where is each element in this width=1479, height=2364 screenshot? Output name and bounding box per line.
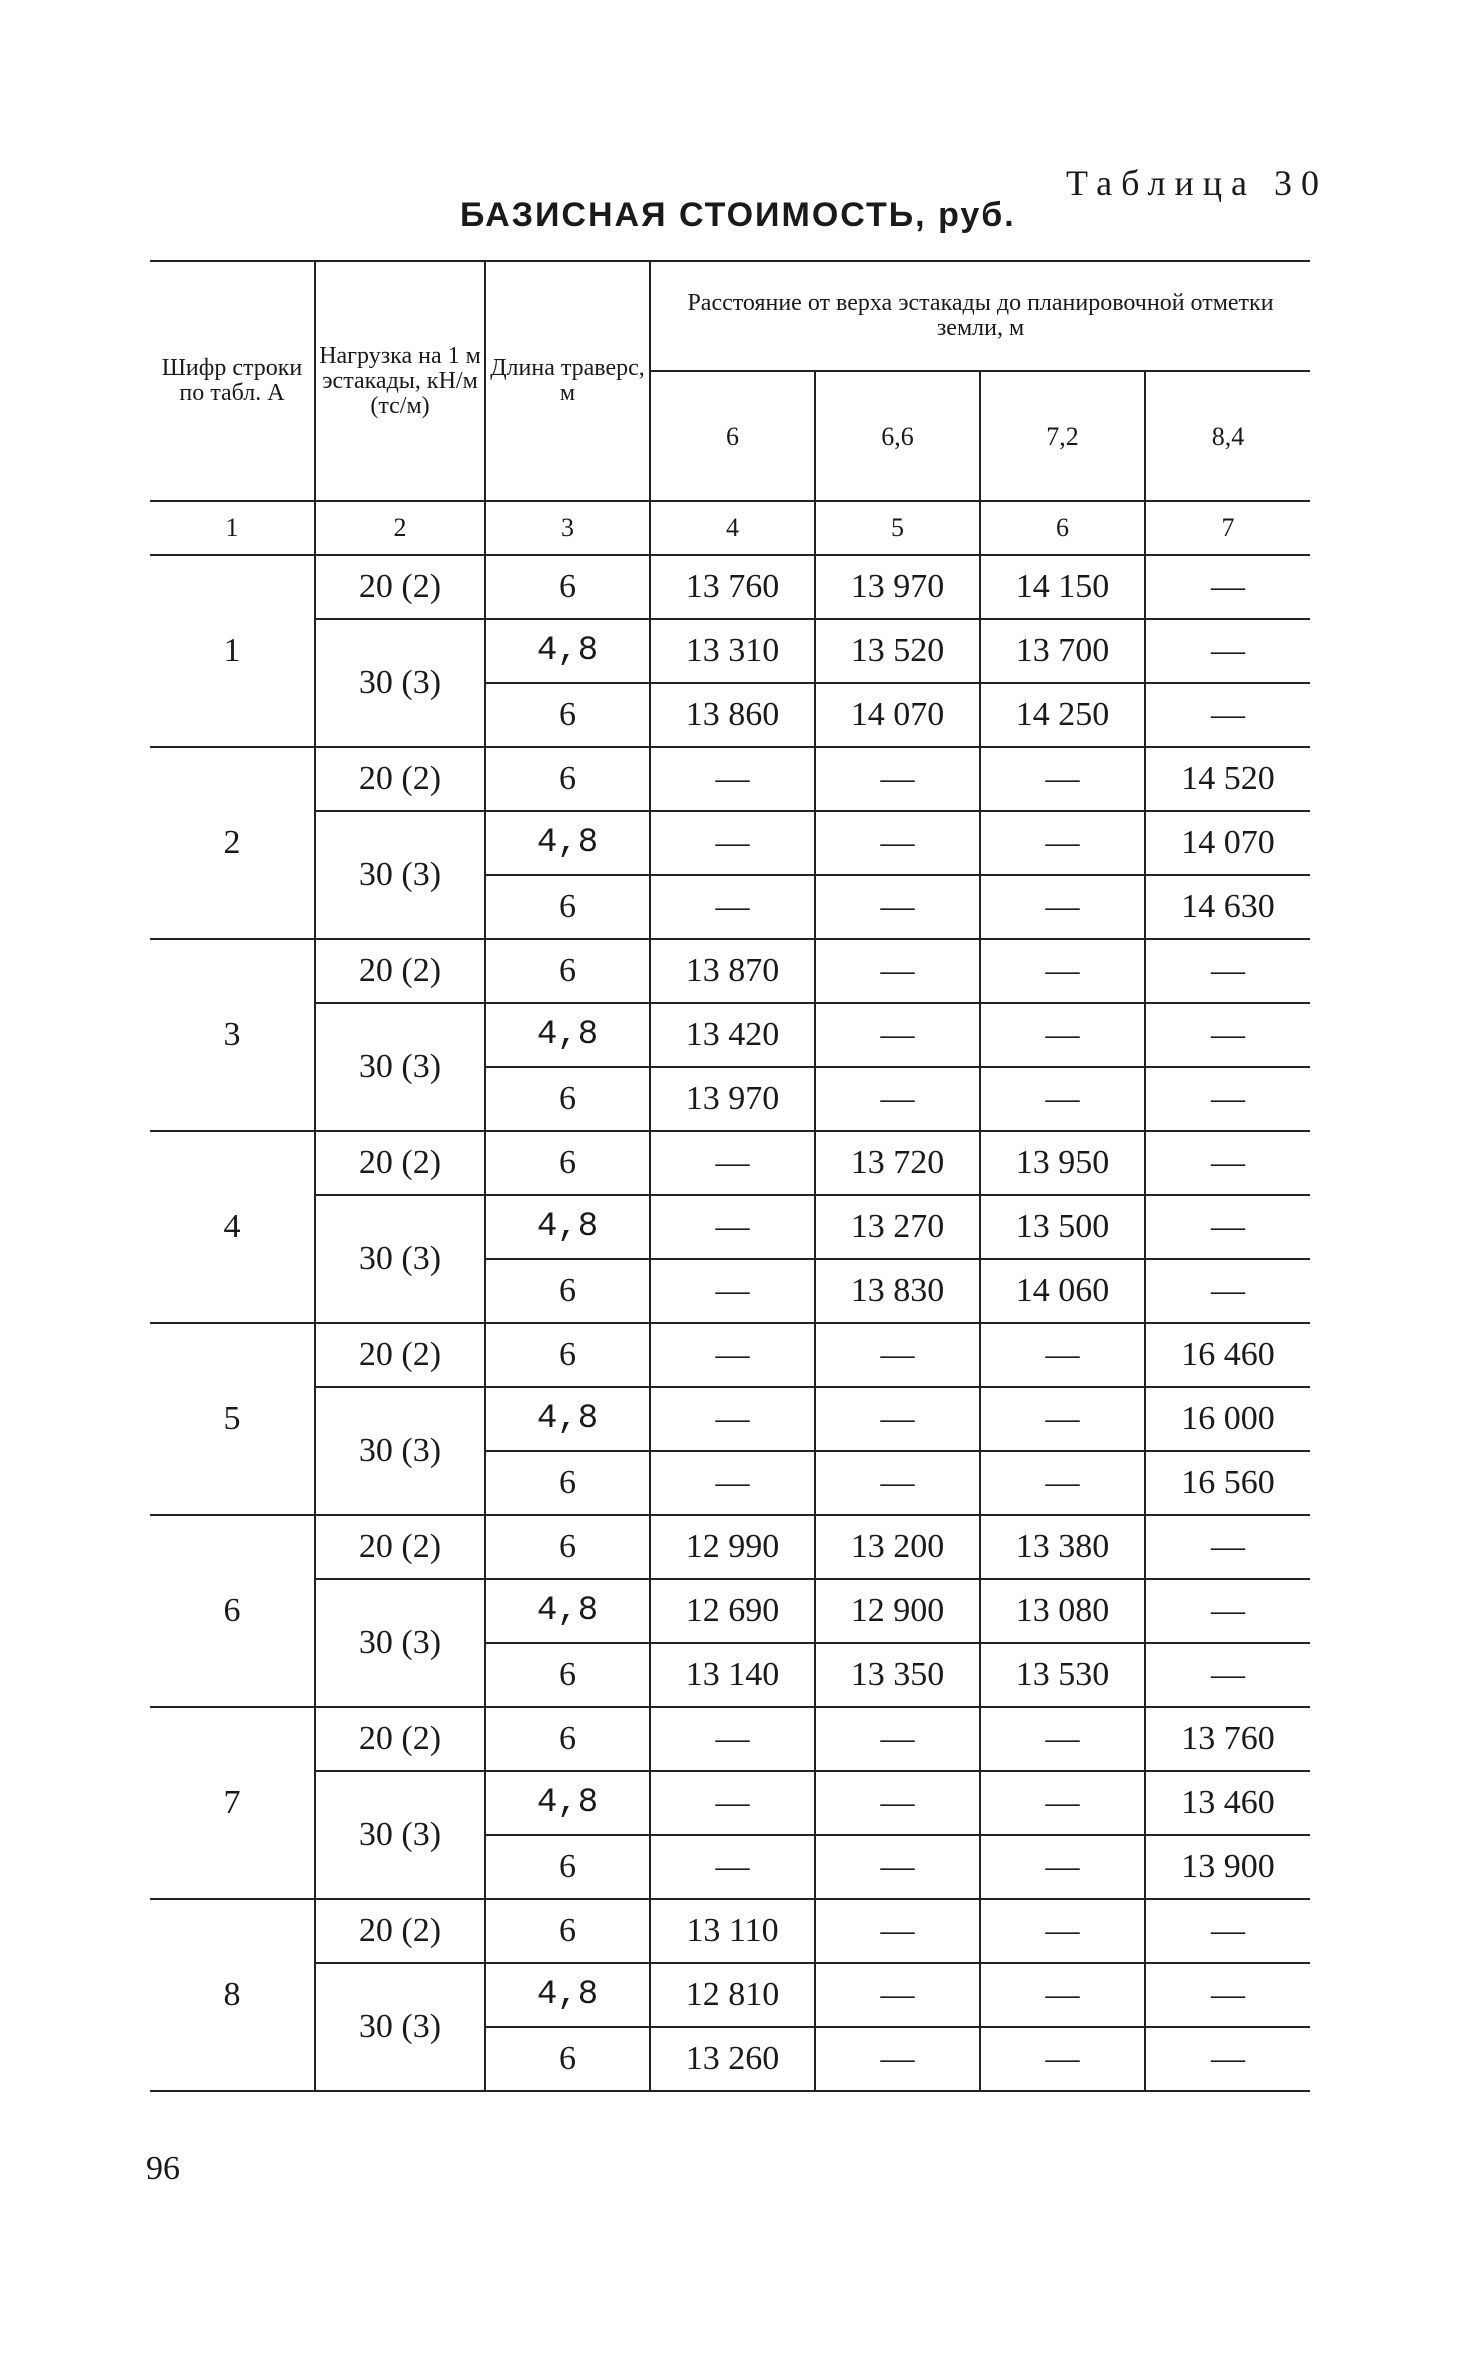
- value-cell: —: [980, 1067, 1145, 1131]
- length-cell: 6: [485, 747, 650, 811]
- table-row: [150, 619, 1310, 683]
- value-cell: 14 630: [1145, 875, 1310, 939]
- length-cell: 6: [485, 1131, 650, 1195]
- length-cell: 6: [485, 1451, 650, 1515]
- header-code: Шифр строки по табл. А: [150, 261, 315, 501]
- length-cell: 6: [485, 939, 650, 1003]
- page-number: 96: [146, 2150, 180, 2187]
- value-cell: 13 760: [1145, 1707, 1310, 1771]
- value-cell: —: [980, 1451, 1145, 1515]
- value-cell: 14 070: [1145, 811, 1310, 875]
- value-cell: 12 690: [650, 1579, 815, 1643]
- length-cell: 6: [485, 1067, 650, 1131]
- value-cell: —: [650, 1835, 815, 1899]
- value-cell: —: [650, 1707, 815, 1771]
- length-cell: 6: [485, 1323, 650, 1387]
- value-cell: —: [980, 811, 1145, 875]
- value-cell: —: [1145, 1515, 1310, 1579]
- row-code: 6: [150, 1515, 315, 1707]
- value-cell: —: [815, 1067, 980, 1131]
- length-cell: 4,8: [485, 811, 650, 875]
- table-row: [150, 1003, 1310, 1067]
- value-cell: —: [815, 1387, 980, 1451]
- value-cell: —: [980, 875, 1145, 939]
- value-cell: 13 460: [1145, 1771, 1310, 1835]
- load-cell: 20 (2): [315, 747, 485, 811]
- value-cell: —: [650, 1387, 815, 1451]
- value-cell: —: [815, 939, 980, 1003]
- value-cell: —: [650, 1323, 815, 1387]
- value-cell: —: [1145, 1259, 1310, 1323]
- row-code: 4: [150, 1131, 315, 1323]
- length-cell: 4,8: [485, 1963, 650, 2027]
- table-row: [150, 1323, 1310, 1387]
- value-cell: —: [815, 2027, 980, 2091]
- load-cell: 20 (2): [315, 939, 485, 1003]
- length-cell: 6: [485, 1835, 650, 1899]
- load-cell: 30 (3): [315, 1963, 485, 2091]
- length-cell: 4,8: [485, 619, 650, 683]
- value-cell: 13 520: [815, 619, 980, 683]
- value-cell: 16 000: [1145, 1387, 1310, 1451]
- value-cell: 13 200: [815, 1515, 980, 1579]
- load-cell: 30 (3): [315, 1579, 485, 1707]
- table-row: [150, 1707, 1310, 1771]
- value-cell: —: [650, 1771, 815, 1835]
- value-cell: —: [1145, 1643, 1310, 1707]
- load-cell: 30 (3): [315, 619, 485, 747]
- value-cell: 13 080: [980, 1579, 1145, 1643]
- value-cell: 13 500: [980, 1195, 1145, 1259]
- value-cell: —: [980, 1771, 1145, 1835]
- length-cell: 6: [485, 1643, 650, 1707]
- load-cell: 20 (2): [315, 1323, 485, 1387]
- length-cell: 6: [485, 1515, 650, 1579]
- value-cell: 13 380: [980, 1515, 1145, 1579]
- value-cell: —: [650, 1131, 815, 1195]
- load-cell: 20 (2): [315, 555, 485, 619]
- table-row: [150, 1899, 1310, 1963]
- value-cell: —: [980, 1899, 1145, 1963]
- value-cell: —: [815, 875, 980, 939]
- length-cell: 4,8: [485, 1771, 650, 1835]
- header-length: Длина траверс, м: [485, 261, 650, 501]
- value-cell: —: [1145, 683, 1310, 747]
- length-cell: 6: [485, 875, 650, 939]
- value-cell: —: [815, 1707, 980, 1771]
- table-row: [150, 1131, 1310, 1195]
- value-cell: 13 420: [650, 1003, 815, 1067]
- value-cell: 13 760: [650, 555, 815, 619]
- table-row: [150, 1387, 1310, 1451]
- value-cell: —: [1145, 1963, 1310, 2027]
- value-cell: —: [815, 1771, 980, 1835]
- column-number: 2: [315, 501, 485, 555]
- table-row: [150, 811, 1310, 875]
- value-cell: 13 110: [650, 1899, 815, 1963]
- row-code: 5: [150, 1323, 315, 1515]
- value-cell: —: [980, 1835, 1145, 1899]
- table-row: [150, 1771, 1310, 1835]
- column-number: 7: [1145, 501, 1310, 555]
- value-cell: 13 870: [650, 939, 815, 1003]
- header-height: 8,4: [1211, 421, 1245, 451]
- value-cell: —: [980, 1963, 1145, 2027]
- value-cell: 13 530: [980, 1643, 1145, 1707]
- column-number: 5: [815, 501, 980, 555]
- value-cell: 16 460: [1145, 1323, 1310, 1387]
- load-cell: 30 (3): [315, 1387, 485, 1515]
- value-cell: —: [815, 811, 980, 875]
- value-cell: —: [815, 1451, 980, 1515]
- value-cell: —: [815, 1835, 980, 1899]
- row-code: 8: [150, 1899, 315, 2091]
- load-cell: 30 (3): [315, 1771, 485, 1899]
- page-title: БАЗИСНАЯ СТОИМОСТЬ, руб.: [460, 196, 1016, 234]
- column-number: 6: [980, 501, 1145, 555]
- cost-table: [150, 260, 1310, 2092]
- value-cell: 12 810: [650, 1963, 815, 2027]
- value-cell: —: [1145, 1003, 1310, 1067]
- value-cell: 13 270: [815, 1195, 980, 1259]
- value-cell: 13 900: [1145, 1835, 1310, 1899]
- value-cell: —: [1145, 1131, 1310, 1195]
- value-cell: —: [1145, 1899, 1310, 1963]
- column-number: 3: [485, 501, 650, 555]
- load-cell: 20 (2): [315, 1707, 485, 1771]
- value-cell: —: [980, 1387, 1145, 1451]
- table-row: [150, 1195, 1310, 1259]
- row-code: 7: [150, 1707, 315, 1899]
- value-cell: 13 140: [650, 1643, 815, 1707]
- load-cell: 20 (2): [315, 1131, 485, 1195]
- value-cell: —: [650, 1259, 815, 1323]
- value-cell: 16 560: [1145, 1451, 1310, 1515]
- row-code: 2: [150, 747, 315, 939]
- value-cell: 13 970: [815, 555, 980, 619]
- value-cell: 14 060: [980, 1259, 1145, 1323]
- value-cell: —: [815, 747, 980, 811]
- value-cell: —: [650, 1195, 815, 1259]
- value-cell: —: [1145, 1579, 1310, 1643]
- table-body: [150, 555, 1310, 2092]
- value-cell: 13 860: [650, 683, 815, 747]
- table-row: [150, 747, 1310, 811]
- length-cell: 6: [485, 683, 650, 747]
- load-cell: 20 (2): [315, 1515, 485, 1579]
- table-row: [150, 555, 1310, 619]
- value-cell: —: [1145, 939, 1310, 1003]
- value-cell: 13 260: [650, 2027, 815, 2091]
- value-cell: 13 970: [650, 1067, 815, 1131]
- value-cell: 12 900: [815, 1579, 980, 1643]
- value-cell: 12 990: [650, 1515, 815, 1579]
- table-label: Таблица 30: [1066, 163, 1328, 203]
- value-cell: 13 830: [815, 1259, 980, 1323]
- row-code: 1: [150, 555, 315, 747]
- length-cell: 6: [485, 1899, 650, 1963]
- value-cell: —: [815, 1003, 980, 1067]
- value-cell: —: [1145, 555, 1310, 619]
- value-cell: —: [980, 939, 1145, 1003]
- header-height: 6: [650, 371, 815, 501]
- value-cell: —: [815, 1899, 980, 1963]
- value-cell: —: [650, 1451, 815, 1515]
- table-row: [150, 1963, 1310, 2027]
- value-cell: —: [1145, 619, 1310, 683]
- length-cell: 4,8: [485, 1579, 650, 1643]
- value-cell: 13 310: [650, 619, 815, 683]
- value-cell: —: [1145, 1067, 1310, 1131]
- header-height: 7,2: [980, 371, 1145, 501]
- value-cell: 13 720: [815, 1131, 980, 1195]
- table-row: [150, 1579, 1310, 1643]
- load-cell: 20 (2): [315, 1899, 485, 1963]
- length-cell: 6: [485, 1707, 650, 1771]
- length-cell: 4,8: [485, 1387, 650, 1451]
- header-load: Нагрузка на 1 м эстакады, кН/м (тс/м): [315, 261, 485, 501]
- load-cell: 30 (3): [315, 811, 485, 939]
- header-height: 6,6: [815, 371, 980, 501]
- value-cell: 13 350: [815, 1643, 980, 1707]
- table-bottom-rule: [150, 2091, 1310, 2092]
- value-cell: —: [650, 747, 815, 811]
- load-cell: 30 (3): [315, 1003, 485, 1131]
- table-row: [150, 1515, 1310, 1579]
- table-row: [150, 939, 1310, 1003]
- row-code: 3: [150, 939, 315, 1131]
- value-cell: —: [650, 875, 815, 939]
- load-cell: 30 (3): [315, 1195, 485, 1323]
- value-cell: —: [1145, 1195, 1310, 1259]
- length-cell: 6: [485, 555, 650, 619]
- value-cell: 14 070: [815, 683, 980, 747]
- length-cell: 6: [485, 1259, 650, 1323]
- value-cell: 13 950: [980, 1131, 1145, 1195]
- header-distance: Расстояние от верха эстакады до планировочной отметки земли, м: [650, 261, 1310, 371]
- length-cell: 4,8: [485, 1195, 650, 1259]
- value-cell: 14 250: [980, 683, 1145, 747]
- length-cell: 6: [485, 2027, 650, 2091]
- value-cell: —: [1145, 2027, 1310, 2091]
- value-cell: —: [815, 1323, 980, 1387]
- value-cell: —: [815, 1963, 980, 2027]
- value-cell: 14 520: [1145, 747, 1310, 811]
- length-cell: 4,8: [485, 1003, 650, 1067]
- value-cell: —: [980, 1003, 1145, 1067]
- value-cell: —: [980, 1707, 1145, 1771]
- value-cell: —: [650, 811, 815, 875]
- value-cell: —: [980, 1323, 1145, 1387]
- column-number: 4: [650, 501, 815, 555]
- value-cell: —: [980, 747, 1145, 811]
- value-cell: 13 700: [980, 619, 1145, 683]
- value-cell: 14 150: [980, 555, 1145, 619]
- column-number: 1: [150, 501, 315, 555]
- value-cell: —: [980, 2027, 1145, 2091]
